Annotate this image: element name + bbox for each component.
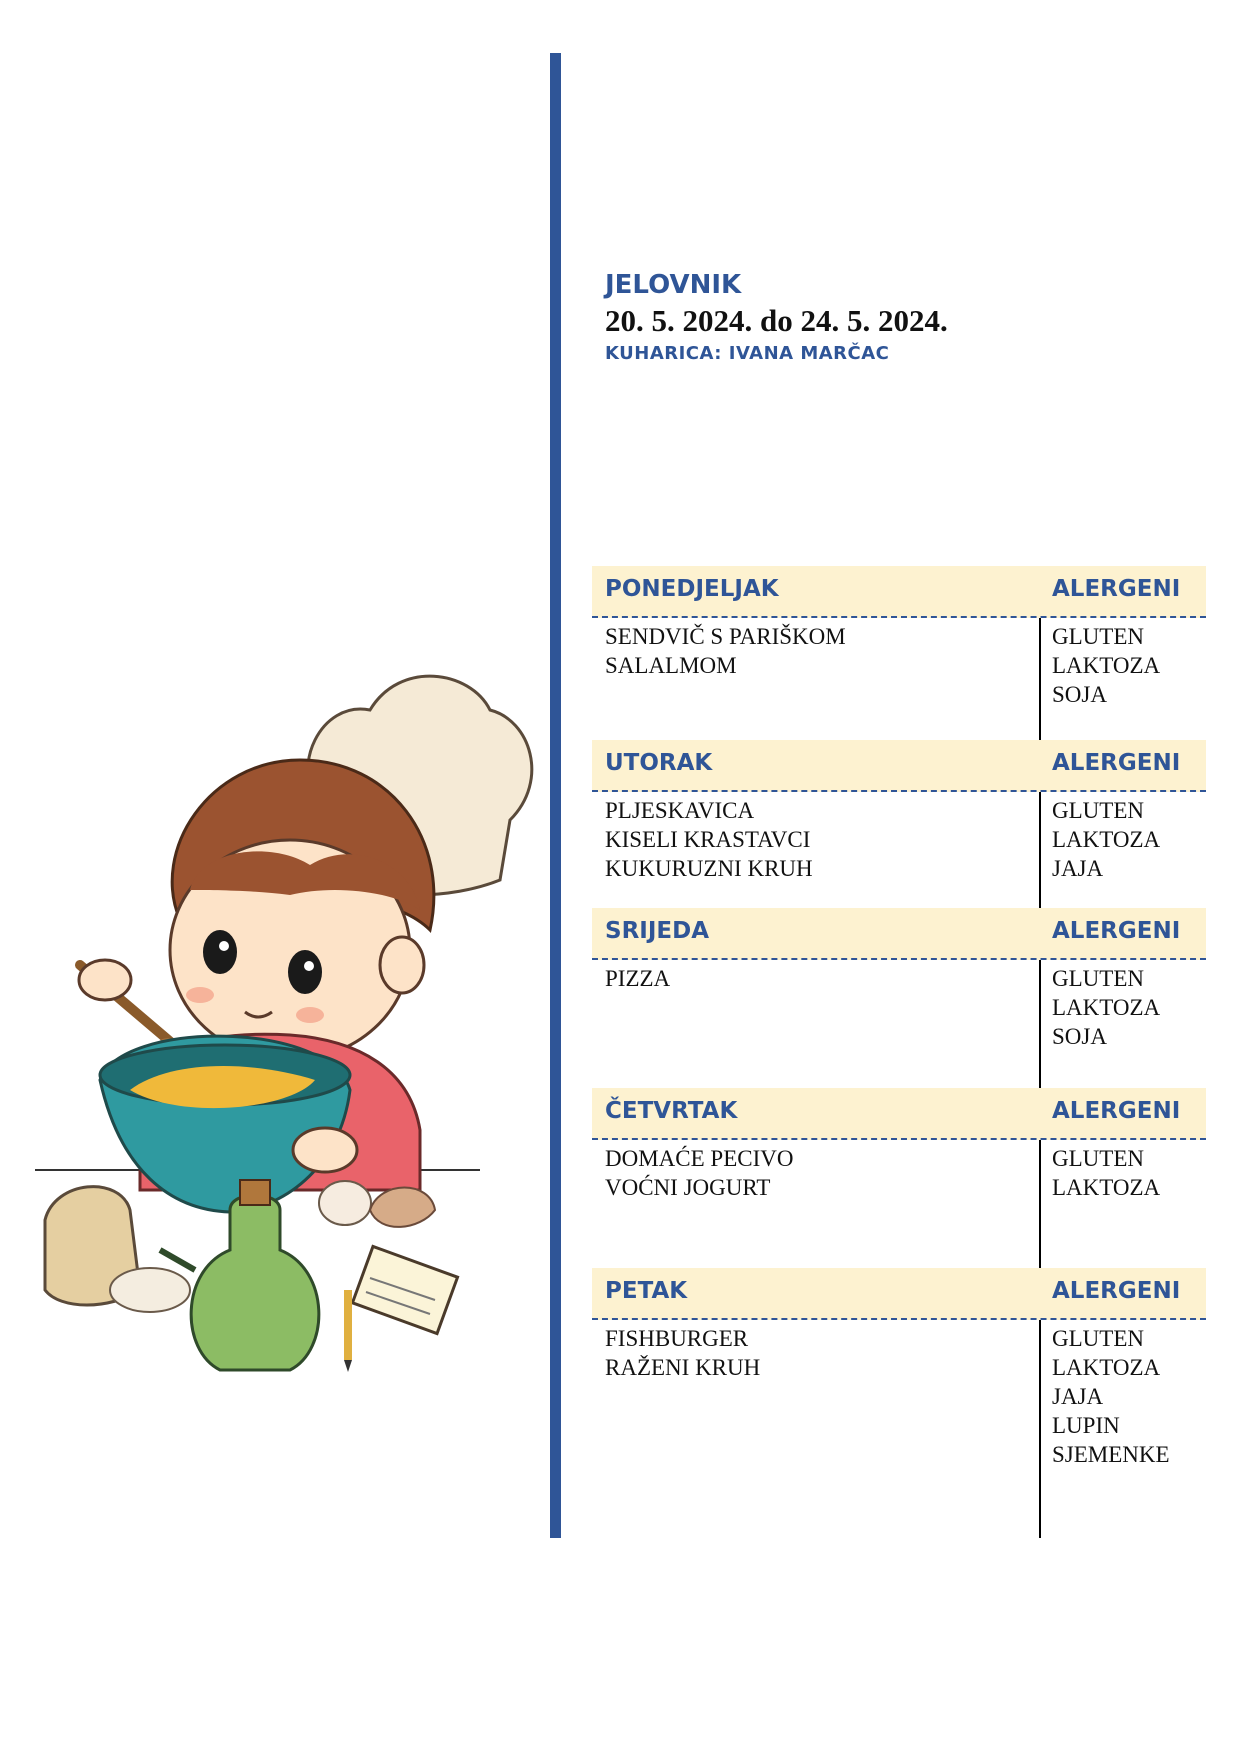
allergen-list (1052, 1144, 1160, 1202)
meal-item: VOĆNI JOGURT (605, 1175, 771, 1200)
day-name: SRIJEDA (605, 918, 709, 944)
allergens-heading: ALERGENI (1052, 576, 1181, 602)
page-title: JELOVNIK (605, 270, 742, 300)
vertical-accent-bar (550, 53, 561, 1538)
meal-item: KUKURUZNI KRUH (605, 856, 813, 881)
allergen-list (1052, 796, 1160, 883)
allergens-heading: ALERGENI (1052, 918, 1181, 944)
allergen-list (1052, 622, 1160, 709)
day-block-thursday (592, 1088, 1206, 1200)
meal-item: PLJESKAVICA (605, 798, 755, 823)
meal-item: PIZZA (605, 966, 671, 991)
allergen-list (1052, 964, 1160, 1051)
allergen-item: LAKTOZA (1052, 1355, 1161, 1380)
meal-item: SALALMOM (605, 653, 737, 678)
day-header (592, 740, 1206, 792)
day-block-friday (592, 1268, 1206, 1467)
meal-list (605, 1324, 760, 1382)
allergen-item: GLUTEN (1052, 1326, 1144, 1351)
allergen-item: JAJA (1052, 1384, 1104, 1409)
allergen-item: SOJA (1052, 682, 1107, 707)
meal-item: RAŽENI KRUH (605, 1355, 761, 1380)
day-header (592, 908, 1206, 960)
column-divider (1039, 566, 1041, 1538)
allergen-item: LUPIN (1052, 1413, 1120, 1438)
meal-item: FISHBURGER (605, 1326, 749, 1351)
allergens-heading: ALERGENI (1052, 1098, 1181, 1124)
day-name: PONEDJELJAK (605, 576, 779, 602)
day-header (592, 1088, 1206, 1140)
meal-item: KISELI KRASTAVCI (605, 827, 811, 852)
menu-table (592, 566, 1206, 1538)
allergen-item: SJEMENKE (1052, 1442, 1170, 1467)
menu-header (605, 268, 948, 368)
day-header (592, 566, 1206, 618)
meal-item: DOMAĆE PECIVO (605, 1146, 794, 1171)
meal-list (605, 796, 813, 883)
allergen-item: LAKTOZA (1052, 827, 1161, 852)
allergen-item: SOJA (1052, 1024, 1107, 1049)
meal-list (605, 622, 846, 680)
allergen-item: GLUTEN (1052, 624, 1144, 649)
allergen-item: GLUTEN (1052, 966, 1144, 991)
day-header (592, 1268, 1206, 1320)
cook-name: KUHARICA: IVANA MARČAC (605, 343, 890, 364)
allergen-item: LAKTOZA (1052, 653, 1161, 678)
allergen-item: JAJA (1052, 856, 1104, 881)
allergen-item: GLUTEN (1052, 1146, 1144, 1171)
meal-list (605, 1144, 793, 1202)
day-block-wednesday (592, 908, 1206, 1049)
day-name: ČETVRTAK (605, 1098, 738, 1124)
date-range: 20. 5. 2024. do 24. 5. 2024. (605, 303, 948, 338)
day-name: PETAK (605, 1278, 688, 1304)
allergen-item: GLUTEN (1052, 798, 1144, 823)
allergen-item: LAKTOZA (1052, 1175, 1161, 1200)
allergens-heading: ALERGENI (1052, 750, 1181, 776)
day-name: UTORAK (605, 750, 713, 776)
day-block-tuesday (592, 740, 1206, 881)
day-block-monday (592, 566, 1206, 707)
meal-list (605, 964, 670, 993)
allergen-item: LAKTOZA (1052, 995, 1161, 1020)
allergens-heading: ALERGENI (1052, 1278, 1181, 1304)
child-chef-baking-illustration-icon (30, 650, 550, 1410)
allergen-list (1052, 1324, 1170, 1469)
meal-item: SENDVIČ S PARIŠKOM (605, 624, 846, 649)
